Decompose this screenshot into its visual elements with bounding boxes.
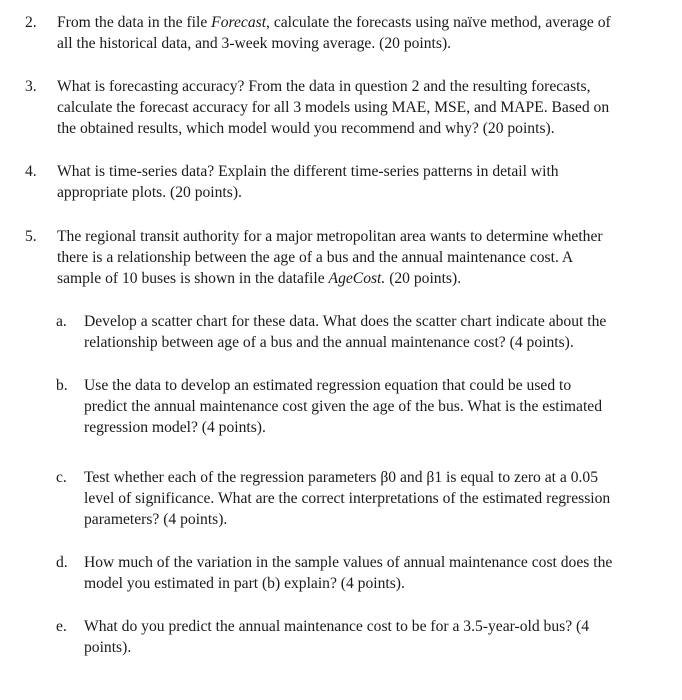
text-line	[57, 97, 675, 118]
question-text	[57, 76, 675, 139]
text-run: points).	[84, 639, 132, 656]
text-line	[84, 616, 676, 637]
text-run: the obtained results, which model would you recommend and why? (20 points).	[57, 120, 555, 137]
text-run: sample of 10 buses is shown in the datafile	[57, 270, 329, 287]
subpart-text	[84, 375, 676, 438]
text-run: calculate the forecast accuracy for all 3 models using MAE, MSE, and MAPE. Based on	[57, 99, 610, 116]
text-line	[57, 76, 675, 97]
text-line	[57, 268, 675, 289]
text-line	[84, 396, 676, 417]
text-run: there is a relationship between the age of a bus and the annual maintenance cost. A	[57, 249, 574, 266]
text-run: From the data in the file	[57, 14, 212, 31]
question-text	[57, 12, 675, 54]
text-line	[84, 573, 676, 594]
text-run: What is forecasting accuracy? From the data in question 2 and the resulting forecasts,	[57, 78, 591, 95]
text-line	[57, 226, 675, 247]
text-run: level of significance. What are the correct interpretations of the estimated regression	[84, 490, 611, 507]
text-line	[84, 488, 676, 509]
question-number: 3.	[25, 78, 37, 95]
question-text	[57, 226, 675, 289]
text-run: What do you predict the annual maintenance cost to be for a 3.5-year-old bus? (4	[84, 618, 589, 635]
text-run: Test whether each of the regression parameters β0 and β1 is equal to zero at a 0.05	[84, 469, 599, 486]
text-run: The regional transit authority for a major metropolitan area wants to determine whether	[57, 228, 603, 245]
text-run: Develop a scatter chart for these data. What does the scatter chart indicate about the	[84, 313, 607, 330]
text-line	[84, 637, 676, 658]
text-run: appropriate plots. (20 points).	[57, 184, 242, 201]
text-line	[84, 417, 676, 438]
question-text	[57, 161, 675, 203]
subpart-text	[84, 552, 676, 594]
subpart-text	[84, 467, 676, 530]
text-run: parameters? (4 points).	[84, 511, 228, 528]
text-line	[84, 552, 676, 573]
text-line	[57, 33, 675, 54]
subpart-label: b.	[56, 377, 68, 394]
text-run: How much of the variation in the sample values of annual maintenance cost does the	[84, 554, 613, 571]
text-run: model you estimated in part (b) explain? (4 points).	[84, 575, 405, 592]
text-run: regression model? (4 points).	[84, 419, 266, 436]
text-line	[57, 161, 675, 182]
text-line	[57, 118, 675, 139]
text-run: predict the annual maintenance cost given the age of the bus. What is the estimated	[84, 398, 603, 415]
text-line	[84, 311, 676, 332]
text-run: What is time-series data? Explain the different time-series patterns in detail with	[57, 163, 559, 180]
question-number: 2.	[25, 14, 37, 31]
question-number: 4.	[25, 163, 37, 180]
text-line	[84, 467, 676, 488]
subpart-label: c.	[56, 469, 67, 486]
text-run: , calculate the forecasts using naïve method, average of	[266, 14, 611, 31]
subpart-label: d.	[56, 554, 68, 571]
italic-filename: Forecast	[211, 14, 267, 31]
text-line	[84, 509, 676, 530]
subpart-label: e.	[56, 618, 67, 635]
text-line	[57, 12, 675, 33]
subpart-label: a.	[56, 313, 67, 330]
text-run: relationship between age of a bus and the annual maintenance cost? (4 points).	[84, 334, 574, 351]
text-run: Use the data to develop an estimated regression equation that could be used to	[84, 377, 572, 394]
subpart-text	[84, 311, 676, 353]
text-line	[84, 332, 676, 353]
text-line	[57, 247, 675, 268]
text-run: all the historical data, and 3-week moving average. (20 points).	[57, 35, 452, 52]
text-line	[84, 375, 676, 396]
question-number: 5.	[25, 228, 37, 245]
subpart-text	[84, 616, 676, 658]
italic-filename: AgeCost.	[328, 270, 386, 287]
text-line	[57, 182, 675, 203]
text-run: (20 points).	[385, 270, 462, 287]
